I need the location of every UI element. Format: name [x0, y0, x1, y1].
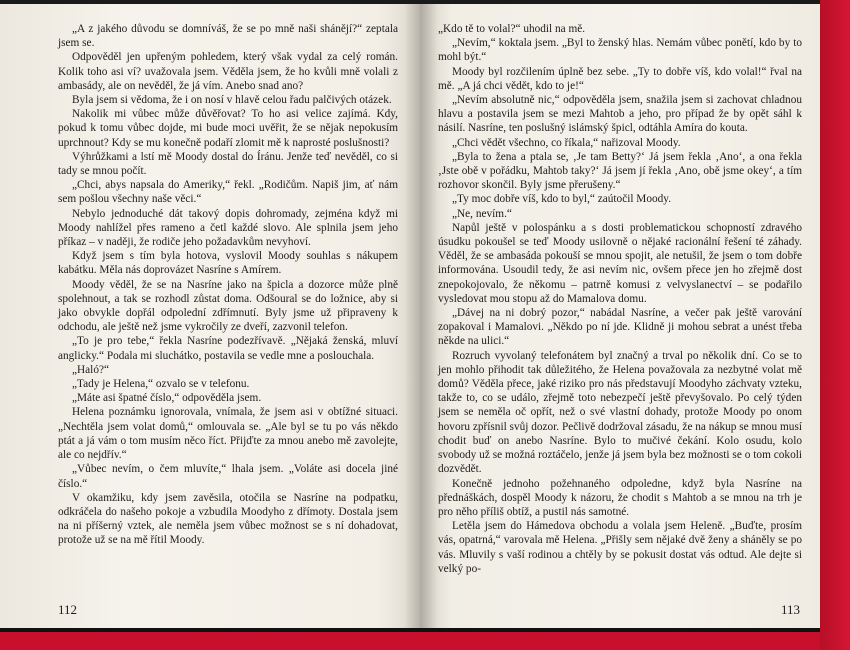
left-page-text	[58, 22, 398, 548]
paragraph: „Ne, nevím.“	[452, 207, 512, 220]
paragraph: „Chci, abys napsala do Ameriky,“ řekl. „Rodičům. Napiš jim, ať nám sem pošlou všechny naše věci.“	[58, 179, 398, 206]
paragraph: Letěla jsem do Hámedova obchodu a volala jsem Heleně. „Buďte, prosím vás, opatrná,“ varovala mě Helena. „Přišly sem nějaké dvě ženy a sháněly se po vás. Mluvily s vaší rodinou a chtěly by se pokusit dostat vás odtud. Ale dejte si velký po-	[438, 520, 802, 575]
paragraph: „Nevím,“ koktala jsem. „Byl to ženský hlas. Nemám vůbec ponětí, kdo by to mohl být.“	[438, 37, 802, 64]
paragraph: „Byla to žena a ptala se, ‚Je tam Betty?‘ Já jsem řekla ‚Ano‘, a ona řekla ‚Jste obě v pořádku, Mahtob taky?‘ Já jsem jí řekla ‚Ano, obě jsme okey‘, a tím rozhovor skončil. Byly jsme přerušeny.“	[438, 150, 802, 192]
paragraph: „Nevím absolutně nic,“ odpověděla jsem, snažila jsem si zachovat chladnou hlavu a postavila jsem se mezi Mahtob a jeho, pro případ že by opět sáhl k násilí. Nasríne, ten poslušný islámský špicl, odtáhla Amíra do kouta.	[438, 94, 802, 135]
paragraph: „A z jakého důvodu se domníváš, že se po mně naši shánějí?“ zeptala jsem se.	[58, 23, 398, 50]
book-cover-edge-right	[820, 0, 850, 650]
right-page-number: 113	[780, 602, 800, 617]
paragraph: „To je pro tebe,“ řekla Nasríne podezřívavě. „Nějaká ženská, mluví anglicky.“ Podala mi sluchátko, postavila se vedle mne a poslouchala.	[58, 335, 398, 362]
paragraph: Rozruch vyvolaný telefonátem byl značný a trval po několik dní. Co se to jen mohlo přihodit tak důležitého, že Helena považovala za nezbytné volat mě domů? Věděla přece, jaké riziko pro nás představují Moodyho záchvaty vzteku, takže to, co se událo, zřejmě toto nebezpečí ještě převyšovalo. Po celý týden jsem se neměla oč opřít, než o své vlastní dohady, protože Moody po onom hovoru zpřísnil svůj dozor. Pečlivě dodržoval zásadu, že na nákup se mnou musí chodit buď on anebo Nasríne. Bylo to mučivé čekání. Kolo osudu, kolo svobody už se možná roztáčelo, jenže já jsem byla bez možnosti se o tom cokoli dozvědět.	[438, 349, 802, 476]
paragraph: „Máte asi špatné číslo,“ odpověděla jsem.	[72, 392, 262, 405]
right-page	[420, 4, 820, 628]
paragraph: V okamžiku, kdy jsem zavěsila, otočila se Nasríne na podpatku, odkráčela do našeho pokoje a vzbudila Moodyho z dřímoty. Dostala jsem na ni příšerný vztek, ale neměla jsem vůbec možnost se s ní dohadovat, protože už se na mě řítil Moody.	[58, 491, 398, 547]
paragraph: „Tady je Helena,“ ozvalo se v telefonu.	[72, 378, 250, 391]
paragraph: Výhrůžkami a lstí mě Moody dostal do Íránu. Jenže teď nevěděl, co si tady se mnou počít.	[58, 150, 398, 178]
paragraph: Konečně jednoho požehnaného odpoledne, když byla Nasríne na přednáškách, dospěl Moody k názoru, že chodit s Mahtob a se mnou na trh je pro něho příliš obtíž, a pustil nás samotné.	[438, 477, 802, 518]
paragraph: Helena poznámku ignorovala, vnímala, že jsem asi v obtížné situaci. „Nechtěla jsem volat domů,“ omlouvala se. „Ale byl se tu po vás někdo ptát a já vám o tom musím něco říct. Přijďte za mnou anebo mě zavolejte, ale co nejdřív.“	[58, 406, 398, 462]
paragraph: „Kdo tě to volal?“ uhodil na mě.	[438, 23, 586, 35]
paragraph: Nakolik mi vůbec může důvěřovat? To ho asi velice zajímá. Kdy, pokud k tomu vůbec dojde, mi bude moci uvěřit, že se nějak nepokusím uprchnout? Kdy se mu konečně podaří zlomit mě k naprosté poslušnosti?	[58, 108, 398, 149]
paragraph: Byla jsem si vědoma, že i on nosí v hlavě celou řadu palčivých otázek.	[72, 94, 392, 107]
book-cover-edge-bottom	[0, 632, 850, 650]
paragraph: „Dávej na ni dobrý pozor,“ nabádal Nasríne, a večer pak ještě varování zopakoval i Mamalovi. „Někdo po ní jde. Klidně ji mohou sebrat a unést třeba někde na ulici.“	[438, 307, 802, 348]
right-page-text	[438, 22, 802, 576]
left-page-number: 112	[58, 602, 78, 617]
paragraph: „Ty moc dobře víš, kdo to byl,“ zaútočil Moody.	[452, 193, 672, 206]
paragraph: „Haló?“	[72, 363, 110, 376]
paragraph: Moody byl rozčilením úplně bez sebe. „Ty to dobře víš, kdo volal!“ řval na mě. „A já chci vědět, kdo to je!“	[438, 65, 802, 92]
paragraph: Odpověděl jen upřeným pohledem, který však vydal za celý román. Kolik toho asi ví? uvažovala jsem. Věděla jsem, že ho kvůli mně volali z ambasády, ale on nevěděl, že já vím. Anebo snad ano?	[58, 51, 398, 92]
paragraph: Napůl ještě v polospánku a s dosti problematickou schopností zdravého úsudku pokoušel se teď Moody usilovně o nějaké racionální řešení té záhady. Věděl, že se ambasáda pokouší se mnou spojit, ale netušil, že jsem o tom dobře informována. Usoudil tedy, že asi nevím nic, ovšem přece jen ho zřejmě dost znepokojovalo, že někomu – patrně komusi z velvyslanectví – se podařilo vysledovat mou stopu až do Mamalova domu.	[438, 221, 802, 305]
paragraph: Nebylo jednoduché dát takový dopis dohromady, zejména když mi Moody nahlížel přes rameno a četl každé slovo. Ale splnila jsem jeho příkaz – v naději, že rodiče jeho požadavkům nevyhoví.	[58, 207, 398, 249]
left-page	[0, 4, 420, 628]
paragraph: „Vůbec nevím, o čem mluvíte,“ lhala jsem. „Voláte asi docela jiné číslo.“	[58, 463, 398, 490]
paragraph: Když jsem s tím byla hotova, vyslovil Moody souhlas s nákupem kabátku. Měla nás doprovázet Nasríne s Amírem.	[58, 250, 398, 277]
paragraph: „Chci vědět všechno, co říkala,“ nařizoval Moody.	[452, 136, 681, 149]
paragraph: Moody věděl, že se na Nasríne jako na špicla a dozorce může plně spolehnout, a tak se rozhodl zůstat doma. Odšoural se do ložnice, aby si jako obvykle dopřál odpolední zdřímnutí. Byly jsme už připraveny k odchodu, ale ještě než jsme vykročily ze dveří, zazvonil telefon.	[58, 278, 398, 334]
